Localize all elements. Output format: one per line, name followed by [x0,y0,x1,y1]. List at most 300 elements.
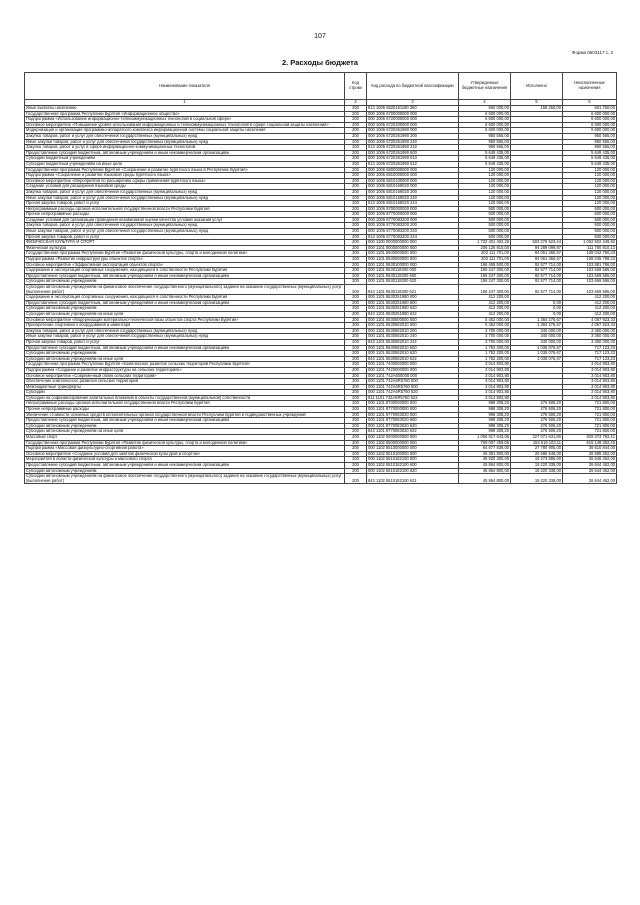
row-classification-code: 000 1101 742A600000 000 [367,373,459,379]
row-line-code: 200 [345,189,367,195]
row-line-code: 200 [345,451,367,457]
row-name: Модернизация и организация программно-аппаратного комплекса информационной системы социальной защиты населения [25,128,345,134]
row-unexecuted: 108 042 790,33 [563,251,617,257]
row-executed: 276 506,20 [511,418,563,424]
row-executed: 276 506,20 [511,429,563,435]
row-approved: 3 014 903,80 [459,362,511,368]
row-name: Субсидии автономным учреждениям на иные цели [25,311,345,317]
row-unexecuted: 108 045 789,33 [563,257,617,263]
row-name: Субсидии автономным учреждениям на иные цели [25,429,345,435]
row-unexecuted: 6 600 000,00 [563,117,617,123]
row-name: Увеличение стоимости основных средств исполнительных органов государственной власти Республики Бурятия и подведомственных учреждений [25,412,345,418]
row-approved: 3 014 903,80 [459,395,511,401]
header-number: 6 [563,100,617,106]
row-classification-code: 000 1101 5530118300 600 [367,273,459,279]
row-unexecuted: 615 148 352,45 [563,440,617,446]
row-name: Предоставление субсидий бюджетным, автономным учреждениям и иным некоммерческим организациям [25,300,345,306]
row-executed: 19 273 896,00 [511,457,563,463]
row-classification-code: 000 1006 6810000000 000 [367,173,459,179]
row-line-code: 200 [345,122,367,128]
row-name: Закупка товаров, работ и услуг для обеспечения государственных (муниципальных) нужд [25,189,345,195]
row-name: Подпрограмма «Сохранение и развитие языковой среды бурятского языка» [25,173,345,179]
row-executed: 94 061 360,67 [511,251,563,257]
row-classification-code: 000 1102 5510182100 600 [367,463,459,469]
row-unexecuted: 721 800,00 [563,418,617,424]
row-classification-code: 000 1101 5530500000 000 [367,317,459,323]
row-unexecuted: 3 014 903,80 [563,373,617,379]
row-executed: 0,00 [511,306,563,312]
row-unexecuted: 3 360 000,00 [563,334,617,340]
row-executed: 276 506,20 [511,412,563,418]
row-classification-code: 000 1101 5530251980 620 [367,306,459,312]
row-line-code: 200 [345,117,367,123]
row-line-code: 200 [345,412,367,418]
row-line-code: 200 [345,373,367,379]
row-name: Иные закупки товаров, работ и услуг для обеспечения государственных (муниципальных) нужд [25,334,345,340]
row-approved: 3 700 000,00 [459,328,511,334]
row-name: Прочие непрограммные расходы [25,407,345,413]
row-unexecuted: 5 649 435,00 [563,150,617,156]
row-approved: 6 600 000,00 [459,111,511,117]
row-name: Основное мероприятие «Современный облик сельских территорий» [25,373,345,379]
row-line-code: 200 [345,339,367,345]
row-line-code: 200 [345,150,367,156]
row-name: Субсидии бюджетным учреждениям на иные цели [25,161,345,167]
row-unexecuted: 26 644 462,00 [563,474,617,484]
row-line-code: 200 [345,384,367,390]
row-approved: 120 000,00 [459,201,511,207]
row-name: Государственная программа Республики Бурятия «Комплексное развитие сельских территорий Республики Бурятия» [25,362,345,368]
row-name: Непрограммные расходы органов исполнительной государственной власти Республики Бурятия [25,401,345,407]
row-name: Основное мероприятие «Модернизация материально-технической базы объектов спорта Республики Бурятия» [25,317,345,323]
row-approved: 3 014 903,80 [459,379,511,385]
row-unexecuted: 500 000,00 [563,217,617,223]
row-name: Субсидии автономным учреждениям [25,306,345,312]
row-line-code: 200 [345,474,367,484]
row-approved: 998 308,20 [459,412,511,418]
form-code: Форма 0503117 с. 2 [572,50,613,55]
row-executed: 20 686 548,00 [511,451,563,457]
row-unexecuted: 950 565,00 [563,133,617,139]
row-line-code: 200 [345,306,367,312]
row-classification-code: 000 1101 5530582010 620 [367,351,459,357]
row-unexecuted: 717 123,33 [563,356,617,362]
row-approved: 500 000,00 [459,223,511,229]
row-classification-code: 000 1006 6720000000 000 [367,117,459,123]
row-unexecuted: 950 565,00 [563,139,617,145]
row-unexecuted: 500 000,00 [563,229,617,235]
row-executed: 92 577 714,00 [511,262,563,268]
row-name: Субсидии автономным учреждениям [25,468,345,474]
row-approved: 5 452 000,00 [459,323,511,329]
row-name: Обеспечение комплексного развития сельских территорий [25,379,345,385]
row-classification-code: 843 1102 5510182100 621 [367,474,459,484]
row-approved: 998 308,20 [459,401,511,407]
row-executed: 19 220 338,00 [511,463,563,469]
row-executed: 340 000,00 [511,339,563,345]
row-line-code: 200 [345,401,367,407]
row-unexecuted: 3 360 000,00 [563,339,617,345]
row-line-code: 200 [345,167,367,173]
row-unexecuted: 5 649 435,00 [563,161,617,167]
row-approved: 1 752 200,00 [459,351,511,357]
row-line-code: 200 [345,111,367,117]
row-approved: 6 600 000,00 [459,128,511,134]
row-name: Закупка товаров, работ и услуг для обеспечения государственных (муниципальных) нужд [25,133,345,139]
row-approved: 5 649 435,00 [459,161,511,167]
row-approved: 45 920 300,00 [459,457,511,463]
row-line-code: 200 [345,457,367,463]
row-line-code: 200 [345,128,367,134]
row-name: Предоставление субсидий бюджетным, автономным учреждениям и иным некоммерческим организациям [25,150,345,156]
row-unexecuted: 717 123,33 [563,351,617,357]
row-unexecuted: 120 000,00 [563,201,617,207]
row-line-code: 200 [345,463,367,469]
row-name: Основное мероприятие «Эффективная эксплуатация объектов спорта» [25,262,345,268]
row-approved: 500 000,00 [459,229,511,235]
row-approved: 1 056 517 643,06 [459,435,511,441]
row-classification-code: 000 1102 5510100000 000 [367,451,459,457]
row-approved: 412 200,00 [459,306,511,312]
row-executed: 276 506,20 [511,423,563,429]
row-name: Субсидии автономным учреждениям [25,279,345,285]
row-executed: 19 220 338,00 [511,468,563,474]
row-name: Иные выплаты населению [25,106,345,112]
row-classification-code: 813 1006 6810169020 244 [367,201,459,207]
row-approved: 3 700 000,00 [459,339,511,345]
row-line-code: 200 [345,212,367,218]
row-approved: 998 308,20 [459,418,511,424]
row-name: Иные закупки товаров, работ и услуг для обеспечения государственных (муниципальных) нужд [25,195,345,201]
row-approved: 45 864 800,00 [459,468,511,474]
row-executed: 1 384 276,67 [511,323,563,329]
row-unexecuted: 412 200,00 [563,300,617,306]
header-number: 4 [459,100,511,106]
header-classification-code: Код расхода по бюджетной классификации [367,73,459,100]
row-classification-code: 000 1006 6810169020 240 [367,195,459,201]
row-approved: 3 014 903,80 [459,384,511,390]
row-approved: 120 000,00 [459,189,511,195]
row-unexecuted: 103 669 586,00 [563,279,617,285]
row-unexecuted: 120 000,00 [563,184,617,190]
row-executed: 1 035 076,67 [511,351,563,357]
row-line-code: 200 [345,184,367,190]
row-classification-code: 000 1101 5530100000 000 [367,262,459,268]
row-executed: 92 577 714,00 [511,268,563,274]
row-unexecuted: 103 669 586,00 [563,273,617,279]
row-line-code: 200 [345,323,367,329]
row-unexecuted: 103 881 786,00 [563,262,617,268]
row-unexecuted: 6 600 000,00 [563,111,617,117]
row-line-code: 200 [345,390,367,396]
row-classification-code: 000 1006 6800000000 000 [367,167,459,173]
row-name: Субсидии автономным учреждениям на финансовое обеспечение государственного (муниципального) задания на оказание государственных (муниципальных) услуг (выполнение работ) [25,285,345,295]
row-approved: 998 308,20 [459,423,511,429]
row-approved: 500 000,00 [459,217,511,223]
row-approved: 500 000,00 [459,212,511,218]
row-classification-code: 000 1101 5530251980 600 [367,300,459,306]
row-unexecuted: 3 014 903,80 [563,395,617,401]
row-approved: 120 000,00 [459,167,511,173]
row-classification-code: 000 1102 5510182100 000 [367,457,459,463]
row-approved: 6 600 000,00 [459,117,511,123]
row-classification-code: 000 1101 5530582010 000 [367,323,459,329]
row-unexecuted: 717 123,33 [563,345,617,351]
row-unexecuted: 120 000,00 [563,173,617,179]
row-name: Непрограммные расходы органов исполнительной государственной власти Республики Бурятия [25,206,345,212]
row-unexecuted: 721 800,00 [563,429,617,435]
row-name: Межбюджетные трансферты [25,384,345,390]
row-executed: 276 506,20 [511,407,563,413]
row-line-code: 200 [345,156,367,162]
row-classification-code: 000 1101 8770083020 000 [367,412,459,418]
row-name: Государственная программа Республики Бурятия «Развитие физической культуры, спорта и молодежной политики» [25,251,345,257]
row-unexecuted: 721 800,00 [563,401,617,407]
row-approved: 196 247 300,00 [459,285,511,295]
row-classification-code: 000 1006 6720261990 610 [367,156,459,162]
row-classification-code: 813 1006 6720261990 612 [367,161,459,167]
row-approved: 196 247 300,00 [459,268,511,274]
row-line-code: 200 [345,300,367,306]
row-name: Закупка товаров, работ и услуг для обеспечения государственных (муниципальных) нужд [25,328,345,334]
row-executed: 1 035 076,67 [511,356,563,362]
row-classification-code: 843 1101 5530582010 622 [367,356,459,362]
row-approved: 1 752 200,00 [459,345,511,351]
row-classification-code: 000 1101 742A6R5760 500 [367,384,459,390]
row-classification-code: 000 1101 5530582010 200 [367,328,459,334]
row-approved: 120 000,00 [459,184,511,190]
row-unexecuted: 829 373 792,41 [563,435,617,441]
row-line-code: 200 [345,423,367,429]
row-classification-code: 000 1006 6810169020 200 [367,189,459,195]
table-row [25,285,617,295]
row-classification-code: 000 1006 6720261990 200 [367,133,459,139]
row-line-code: 200 [345,161,367,167]
row-name: Субсидии автономным учреждениям [25,351,345,357]
row-approved: 202 111 701,00 [459,257,511,263]
row-name: Предоставление субсидий бюджетным, автономным учреждениям и иным некоммерческим организациям [25,273,345,279]
row-approved: 6 600 000,00 [459,122,511,128]
row-line-code: 200 [345,295,367,301]
header-approved: Утвержденные бюджетные назначения [459,73,511,100]
row-unexecuted: 26 644 462,00 [563,468,617,474]
row-approved: 1 752 200,00 [459,356,511,362]
row-unexecuted: 26 646 462,00 [563,457,617,463]
row-unexecuted: 721 800,00 [563,423,617,429]
row-name: Приобретение спортивного оборудования и инвентаря [25,323,345,329]
row-approved: 660 000,00 [459,106,511,112]
row-name: Подпрограмма «Создание и развитие инфраструктуры на сельских территориях» [25,367,345,373]
row-approved: 5 452 000,00 [459,317,511,323]
row-unexecuted: 26 644 462,00 [563,463,617,469]
row-line-code: 200 [345,328,367,334]
row-approved: 196 459 500,00 [459,262,511,268]
row-name: Мероприятия в области физической культуры и массового спорта [25,457,345,463]
table-row [25,474,617,484]
row-approved: 3 014 903,80 [459,390,511,396]
row-line-code: 200 [345,273,367,279]
row-approved: 3 014 903,80 [459,373,511,379]
row-line-code: 200 [345,145,367,151]
row-executed: 1 035 076,67 [511,345,563,351]
row-unexecuted: 120 000,00 [563,195,617,201]
row-line-code: 200 [345,173,367,179]
row-classification-code: 000 1006 8770083200 240 [367,229,459,235]
row-executed: 0,00 [511,311,563,317]
row-unexecuted: 103 669 586,00 [563,285,617,295]
row-line-code: 200 [345,440,367,446]
row-line-code: 200 [345,262,367,268]
row-executed: 94 061 360,67 [511,257,563,263]
row-classification-code: 000 1006 6720200000 000 [367,122,459,128]
row-executed: 340 000,00 [511,328,563,334]
row-executed: 94 289 099,87 [511,245,563,251]
row-line-code: 200 [345,367,367,373]
row-line-code: 200 [345,217,367,223]
header-number: 1 [25,100,345,106]
row-approved: 3 014 903,80 [459,367,511,373]
row-unexecuted: 721 800,00 [563,412,617,418]
row-classification-code: 000 1006 8770083200 200 [367,223,459,229]
row-unexecuted: 500 000,00 [563,223,617,229]
row-unexecuted: 721 800,00 [563,407,617,413]
row-classification-code: 813 1006 6720261990 242 [367,145,459,151]
row-line-code: 200 [345,240,367,246]
row-line-code: 200 [345,345,367,351]
row-name: Создание условий для организации проведения независимой оценки качества условий оказания услуг [25,217,345,223]
row-unexecuted: 3 360 000,00 [563,328,617,334]
section-title: 2. Расходы бюджета [281,58,359,67]
row-executed: 0,00 [511,300,563,306]
row-approved: 45 864 800,00 [459,463,511,469]
header-number: 3 [367,100,459,106]
row-unexecuted: 412 200,00 [563,311,617,317]
row-approved: 950 565,00 [459,139,511,145]
row-approved: 64 677 839,00 [459,446,511,452]
row-name: Прочая закупка товаров, работ и услуг [25,339,345,345]
row-unexecuted: 4 067 923,33 [563,317,617,323]
row-classification-code: 000 1101 8770083020 620 [367,423,459,429]
row-unexecuted: 412 200,00 [563,306,617,312]
row-classification-code: 000 1006 6720261990 000 [367,128,459,134]
row-classification-code: 000 1101 5500000000 000 [367,251,459,257]
row-classification-code: 000 1006 6720261990 600 [367,150,459,156]
row-name: Государственная программа Республики Бурятия «Информационное общество» [25,111,345,117]
row-line-code: 200 [345,317,367,323]
row-name: ФИЗИЧЕСКАЯ КУЛЬТУРА И СПОРТ [25,240,345,246]
row-line-code: 200 [345,279,367,285]
row-line-code: 200 [345,251,367,257]
table-body [25,106,617,484]
row-executed: 27 780 905,00 [511,446,563,452]
row-unexecuted: 3 014 903,80 [563,390,617,396]
row-name: Содержание и эксплуатация спортивных сооружений, находящихся в собственности Республики Бурятия [25,268,345,274]
row-classification-code: 811 1101 742A6R5760 522 [367,395,459,401]
row-approved: 500 000,00 [459,234,511,240]
row-classification-code: 000 1102 5500000000 000 [367,440,459,446]
row-name: Иные закупки товаров, работ и услуг для обеспечения государственных (муниципальных) нужд [25,139,345,145]
page-number: 107 [314,33,326,40]
row-executed: 19 220 338,00 [511,474,563,484]
row-name: Прочие непрограммные расходы [25,212,345,218]
row-executed: 92 577 714,00 [511,273,563,279]
row-classification-code: 813 1006 6520151180 360 [367,106,459,112]
row-approved: 412 200,00 [459,300,511,306]
row-line-code: 200 [345,429,367,435]
row-unexecuted: 3 014 903,80 [563,379,617,385]
row-unexecuted: 500 000,00 [563,212,617,218]
row-approved: 950 565,00 [459,133,511,139]
row-unexecuted: 26 685 252,00 [563,451,617,457]
row-line-code: 200 [345,285,367,295]
row-name: Подпрограмма «Использование информационно-телекоммуникационных технологий в социальной сфере» [25,117,345,123]
row-line-code: 200 [345,351,367,357]
row-classification-code: 000 1101 8770000000 000 [367,407,459,413]
header-number: 5 [511,100,563,106]
row-classification-code: 000 1101 5530118300 620 [367,279,459,285]
row-executed: 158 250,00 [511,106,563,112]
row-unexecuted: 1 052 502 249,82 [563,240,617,246]
row-executed: 92 577 714,00 [511,279,563,285]
header-unexecuted: Неисполненные назначения [563,73,617,100]
row-line-code: 200 [345,395,367,401]
row-approved: 3 700 000,00 [459,334,511,340]
header-line-code: Код строки [345,73,367,100]
row-approved: 120 000,00 [459,173,511,179]
row-name: Основное мероприятие «Повышение уровня использования информационных и телекоммуникационных технологий в сфере социальной защиты населения» [25,122,345,128]
row-approved: 998 308,20 [459,407,511,413]
row-name: Массовый спорт [25,435,345,441]
row-name: Закупка товаров, работ и услуг в сфере информационно-коммуникационных технологий [25,145,345,151]
row-classification-code: 000 1101 742A6R5760 520 [367,390,459,396]
row-name: Субсидии автономным учреждениям [25,423,345,429]
row-name: Иные закупки товаров, работ и услуг для обеспечения государственных (муниципальных) нужд [25,229,345,235]
row-name: Субсидии бюджетным учреждениям [25,156,345,162]
row-classification-code: 000 1101 0000000000 000 [367,245,459,251]
row-classification-code: 843 1101 8770083020 622 [367,429,459,435]
row-classification-code: 000 1006 6700000000 000 [367,111,459,117]
row-classification-code: 000 1101 5530582010 600 [367,345,459,351]
row-approved: 1 722 401 402,26 [459,240,511,246]
row-approved: 950 565,00 [459,145,511,151]
row-line-code: 200 [345,245,367,251]
row-unexecuted: 120 000,00 [563,167,617,173]
row-approved: 196 247 300,00 [459,273,511,279]
row-line-code: 200 [345,133,367,139]
row-classification-code: 000 1006 8770083200 000 [367,217,459,223]
row-line-code: 200 [345,418,367,424]
row-executed: 503 276 523,44 [511,240,563,246]
row-classification-code: 000 1006 6810169020 000 [367,184,459,190]
row-approved: 206 126 910,00 [459,245,511,251]
row-unexecuted: 3 014 903,80 [563,384,617,390]
row-line-code: 200 [345,206,367,212]
row-unexecuted: 120 000,00 [563,189,617,195]
row-line-code: 200 [345,407,367,413]
row-approved: 412 200,00 [459,311,511,317]
row-name: Субсидии [25,390,345,396]
row-approved: 120 000,00 [459,195,511,201]
row-name: Содержание и эксплуатация спортивных сооружений, находящихся в собственности Республики Бурятия [25,295,345,301]
row-classification-code: 000 1101 5530118300 000 [367,268,459,274]
row-approved: 202 111 701,00 [459,251,511,257]
row-unexecuted: 103 669 586,00 [563,268,617,274]
row-name: Предоставление субсидий бюджетным, автономным учреждениям и иным некоммерческим организациям [25,418,345,424]
row-approved: 412 200,00 [459,295,511,301]
row-unexecuted: 412 200,00 [563,295,617,301]
row-unexecuted: 4 067 923,33 [563,323,617,329]
row-unexecuted: 500 000,00 [563,206,617,212]
